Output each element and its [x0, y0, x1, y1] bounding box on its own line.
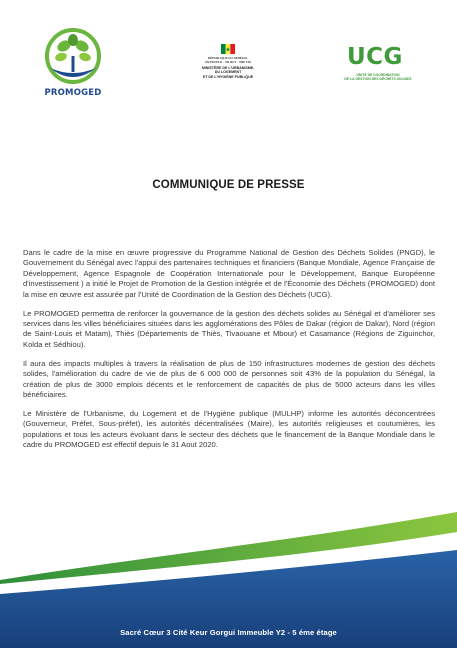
footer-address: Sacré Cœur 3 Cité Keur Gorgui Immeuble Y2 - 5 éme étage — [120, 628, 337, 637]
ucg-logo — [333, 44, 423, 81]
paragraph: Dans le cadre de la mise en œuvre progressive du Programme National de Gestion des Déchets Solides (PNGD), le Gouvernement du Sénégal avec l'appui des partenaires techniques et financiers (Banque Mondiale, Agence Française de Développement, Agence Espagnole de Coopération Internationale pour le Développement, Banque Européenne d'investissement ) a initié le Projet de Promotion de la Gestion intégrée et de l'Économie des Déchets (PROMOGED) dont la mise en œuvre est assurée par l'Unité de Coordination de la Gestion des Déchets (UCG). — [23, 248, 435, 299]
press-release-body — [23, 248, 435, 459]
promoged-logo-text: PROMOGED — [44, 88, 102, 98]
paragraph: Il aura des impacts multiples à travers la réalisation de plus de 150 infrastructures modernes de gestion des déchets solides, l'amélioration du cadre de vie de plus de 6 000 000 de personnes soit 43% de la population du Sénégal, la création de plus de 3000 emplois décents et le renforcement de capacités de plus de 5000 acteurs dans les villes bénéficiaires. — [23, 358, 435, 400]
ucg-subtitle: DE LA GESTION DES DÉCHETS SOLIDES — [344, 77, 412, 81]
senegal-flag-icon — [221, 44, 235, 54]
page-footer — [0, 500, 457, 648]
motto-line: UN PEUPLE - UN BUT - UNE FOI — [204, 59, 251, 64]
paragraph: Le PROMOGED permettra de renforcer la gouvernance de la gestion des déchets solides au Sénégal et d'améliorer ses services dans les villes bénéficiaires situées dans les agglomérations des Pôles de Dakar (région de Dakar), Nord (région de Saint-Louis et Matam), Thiès (Départements de Thiès, Tivaouane et Mbour) et Casamance (Régions de Ziguinchor, Kolda et Sédhiou). — [23, 308, 435, 349]
promoged-emblem-icon — [40, 28, 106, 88]
paragraph: Le Ministère de l'Urbanisme, du Logement et de l'Hygiène publique (MULHP) informe les autorités déconcentrées (Gouverneur, Préfet, Sous-préfet), les autorités décentralisées (Maire), les autorités religieuses et coutumières, les populations et tous les acteurs évoluant dans le secteur des déchets que le financement de la Banque Mondiale dans le cadre du PROMOGED est effectif depuis le 31 Aout 2020. — [23, 409, 435, 450]
page-title: COMMUNIQUE DE PRESSE — [152, 179, 305, 191]
ministry-name-line: MINISTÈRE DE L'URBANISME, — [201, 66, 255, 71]
ministry-name-line: ET DE L'HYGIÈNE PUBLIQUE — [202, 74, 254, 79]
ucg-subtitle: UNITÉ DE COORDINATION — [356, 73, 400, 77]
ucg-logo-text: UCG — [347, 44, 403, 70]
footer-wave-decoration — [0, 500, 457, 648]
republic-line: RÉPUBLIQUE DU SÉNÉGAL — [207, 56, 249, 60]
promoged-logo — [30, 28, 116, 104]
ministry-name-line: DU LOGEMENT — [214, 70, 242, 75]
page-header — [0, 0, 457, 110]
ministry-emblem — [188, 44, 268, 79]
